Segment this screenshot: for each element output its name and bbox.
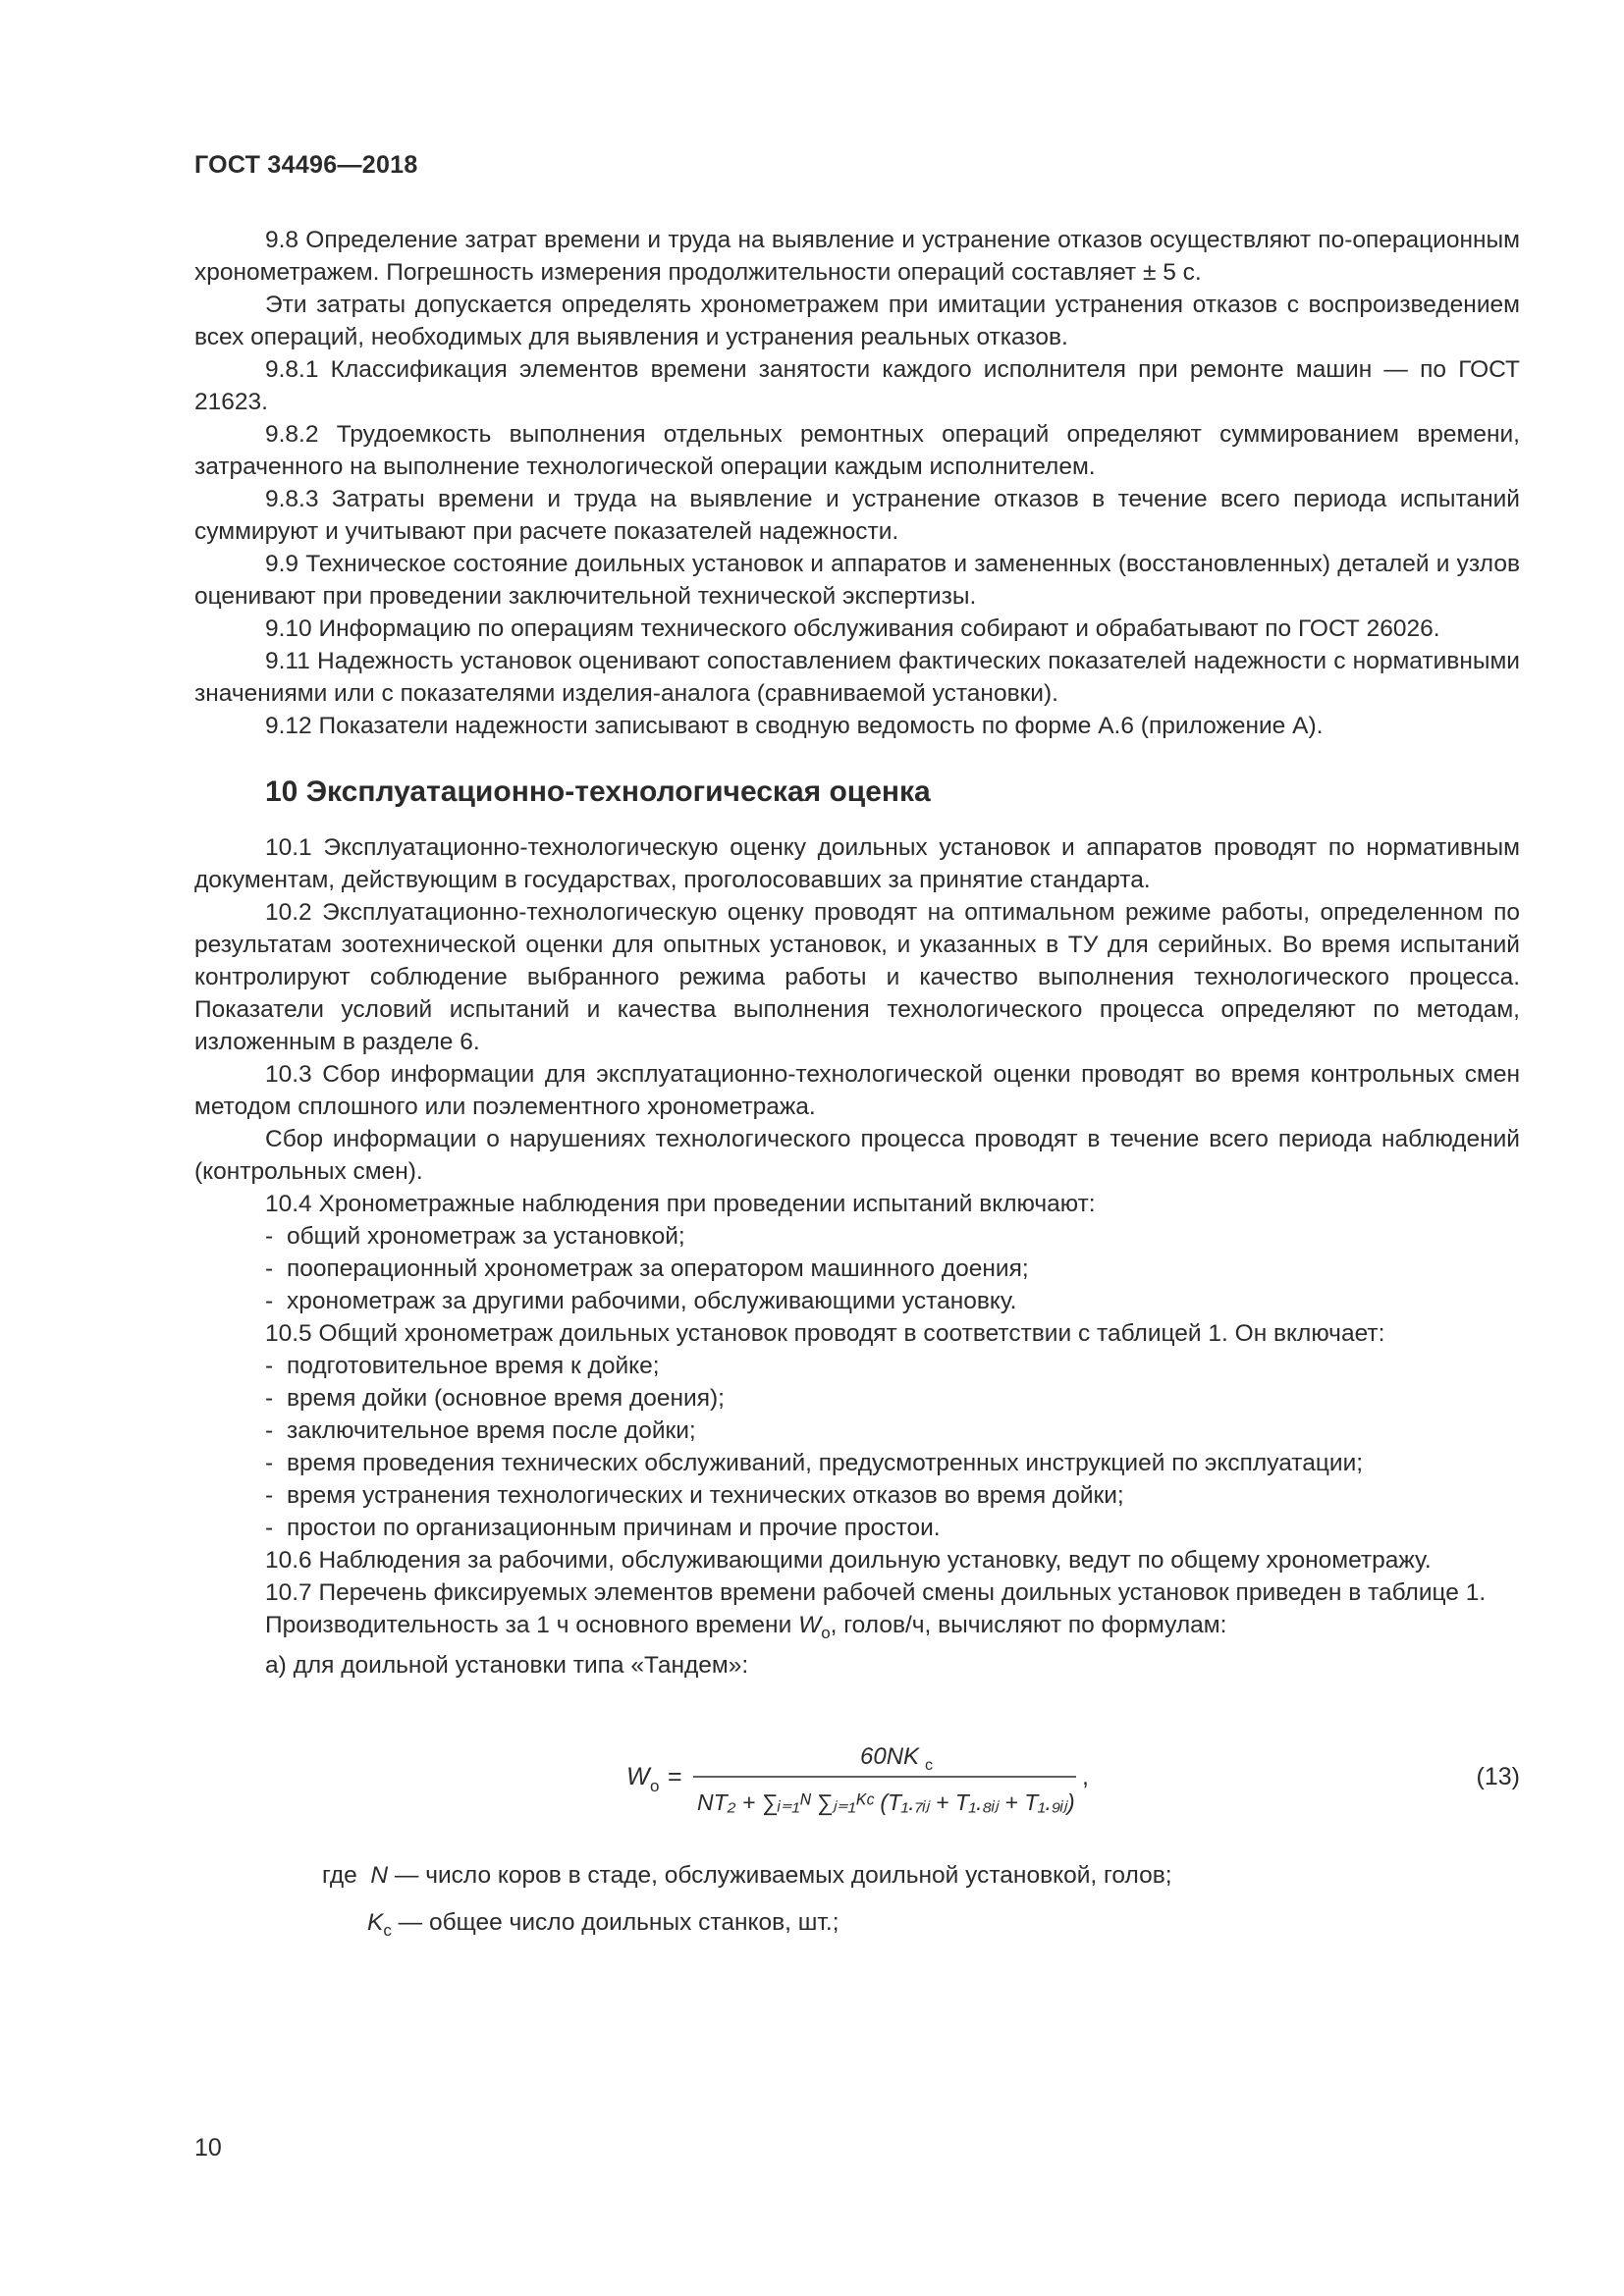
- list-item: - пооперационный хронометраж за оператором машинного доения;: [265, 1255, 1029, 1282]
- list-item: - простои по организационным причинам и прочие простои.: [265, 1515, 941, 1541]
- paragraph-10-3: 10.3 Сбор информации для эксплуатационно-технологической оценки проводят во время контрольных смен методом сплошного или поэлементного хронометража.: [194, 1061, 1520, 1120]
- formula-13: [194, 1715, 1520, 1831]
- formula-denominator: NT₂ + ∑ᵢ₌₁ᴺ ∑ⱼ₌₁ᴷᶜ (T₁.₇ᵢⱼ + T₁.₈ᵢⱼ + T₁.₉ᵢⱼ): [697, 1789, 1075, 1815]
- formula-numerator-sub: с: [925, 1756, 933, 1774]
- formula-number: (13): [1476, 1762, 1520, 1790]
- paragraph-9-8-note: Эти затраты допускается определять хронометражем при имитации устранения отказов с воспроизведением всех операций, необходимых для выявления и устранения реальных отказов.: [194, 292, 1520, 350]
- formula-legend: [194, 1852, 1520, 1954]
- list-item: - общий хронометраж за установкой;: [265, 1223, 685, 1250]
- list-item: - время проведения технических обслуживаний, предусмотренных инструкцией по эксплуатации;: [265, 1450, 1364, 1476]
- formula-lhs: W: [626, 1762, 650, 1790]
- document-header: ГОСТ 34496—2018: [194, 151, 418, 179]
- formula-comma: ,: [1082, 1762, 1089, 1790]
- paragraph-9-12: 9.12 Показатели надежности записывают в сводную ведомость по форме А.6 (приложение А).: [265, 713, 1324, 739]
- paragraph-9-8-3: 9.8.3 Затраты времени и труда на выявление и устранение отказов в течение всего периода испытаний суммируют и учитывают при расчете показателей надежности.: [194, 486, 1520, 545]
- section-heading: 10 Эксплуатационно-технологическая оценка: [265, 775, 931, 808]
- page-number: 10: [194, 2134, 222, 2162]
- paragraph-9-10: 9.10 Информацию по операциям технического обслуживания собирают и обрабатывают по ГОСТ 26026.: [265, 615, 1440, 642]
- paragraph-productivity: Производительность за 1 ч основного времени $W_о$, голов/ч, вычисляют по формулам:: [265, 1612, 1227, 1642]
- document-body: [194, 224, 1520, 1954]
- paragraph-10-3-note: Сбор информации о нарушениях технологического процесса проводят в течение всего периода наблюдений (контрольных смен).: [194, 1126, 1520, 1185]
- legend-row-n: где N — число коров в стаде, обслуживаемых доильной установкой, голов;: [322, 1861, 1172, 1889]
- paragraph-10-7: 10.7 Перечень фиксируемых элементов времени рабочей смены доильных установок приведен в таблице 1.: [265, 1579, 1487, 1606]
- legend-row-kc: $K_с$ — общее число доильных станков, шт.;: [367, 1908, 839, 1940]
- formula-lhs-sub: о: [650, 1776, 660, 1795]
- formula-svg: [194, 1715, 1520, 1831]
- paragraph-9-8-1: 9.8.1 Классификация элементов времени занятости каждого исполнителя при ремонте машин — по ГОСТ 21623.: [194, 356, 1520, 415]
- list-item: - подготовительное время к дойке;: [265, 1353, 660, 1379]
- formula-equals: =: [668, 1762, 682, 1790]
- paragraph-9-8: 9.8 Определение затрат времени и труда на выявление и устранение отказов осуществляют по-операционным хронометражем. Погрешность измерения продолжительности операций составляет ± 5 с.: [194, 227, 1520, 286]
- formula-numerator: 60NK: [860, 1742, 920, 1770]
- paragraph-9-8-2: 9.8.2 Трудоемкость выполнения отдельных ремонтных операций определяют суммированием времени, затраченного на выполнение технологической операции каждым исполнителем.: [194, 421, 1520, 480]
- paragraph-9-11: 9.11 Надежность установок оценивают сопоставлением фактических показателей надежности с нормативными значениями или с показателями изделия-аналога (сравниваемой установки).: [194, 648, 1520, 707]
- list-item: - время дойки (основное время доения);: [265, 1385, 725, 1412]
- list-item: - заключительное время после дойки;: [265, 1417, 696, 1444]
- paragraph-10-5: 10.5 Общий хронометраж доильных установок проводят в соответствии с таблицей 1. Он включает:: [265, 1320, 1385, 1347]
- paragraph-10-6: 10.6 Наблюдения за рабочими, обслуживающими доильную установку, ведут по общему хронометражу.: [265, 1547, 1432, 1574]
- list-item: - хронометраж за другими рабочими, обслуживающими установку.: [265, 1288, 1017, 1314]
- paragraph-10-4: 10.4 Хронометражные наблюдения при проведении испытаний включают:: [265, 1191, 1096, 1217]
- paragraph-tandem: а) для доильной установки типа «Тандем»:: [265, 1651, 749, 1679]
- paragraph-9-9: 9.9 Техническое состояние доильных установок и аппаратов и замененных (восстановленных) деталей и узлов оценивают при проведении заключительной технической экспертизы.: [194, 551, 1520, 610]
- paragraph-10-2: 10.2 Эксплуатационно-технологическую оценку проводят на оптимальном режиме работы, определенном по результатам зоотехнической оценки для опытных установок, и указанных в ТУ для серийных. Во время испытаний контролируют соблюдение выбранного режима работы и качество выполнения технологического процесса. Показатели условий испытаний и качества выполнения технологического процесса определяют по методам, изложенным в разделе 6.: [194, 899, 1520, 1055]
- list-item: - время устранения технологических и технических отказов во время дойки;: [265, 1482, 1124, 1509]
- paragraph-10-1: 10.1 Эксплуатационно-технологическую оценку доильных установок и аппаратов проводят по нормативным документам, действующим в государствах, проголосовавших за принятие стандарта.: [194, 834, 1520, 893]
